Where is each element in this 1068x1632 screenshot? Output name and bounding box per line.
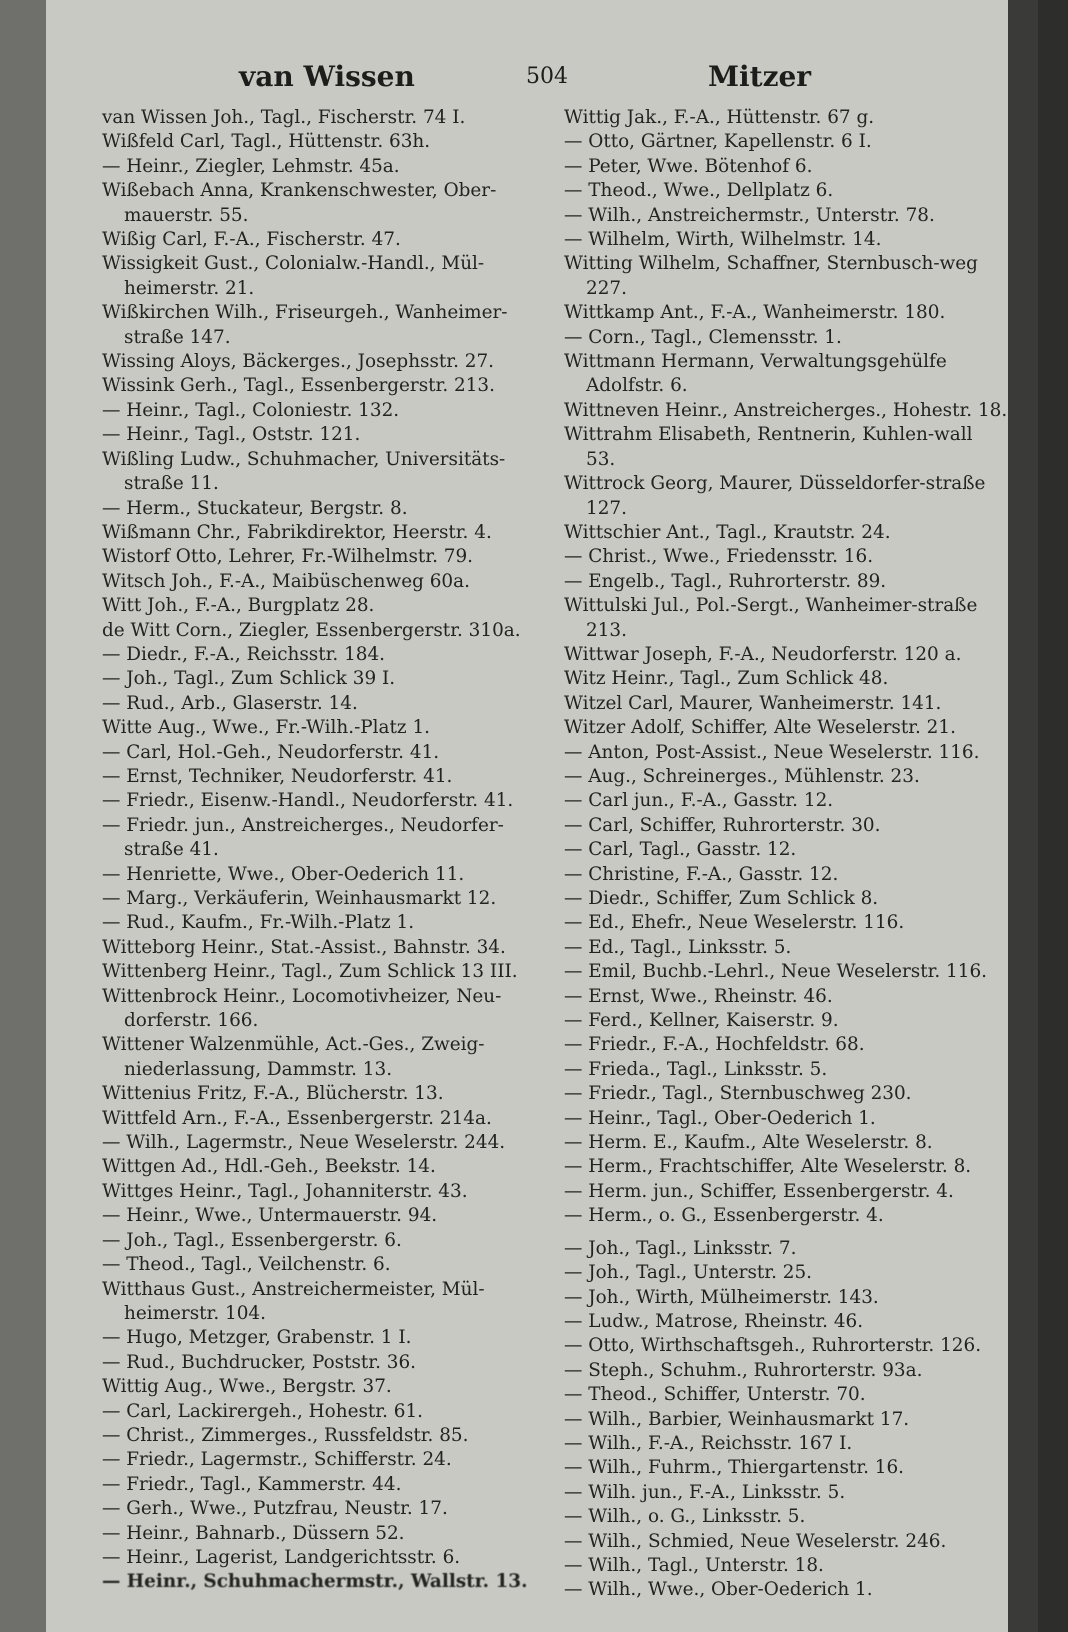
directory-entry: — Otto, Wirthschaftsgeh., Ruhrorterstr. 126. — [564, 1335, 982, 1357]
directory-page — [46, 0, 1038, 1632]
directory-entry: Wissigkeit Gust., Colonialw.-Handl., Mül-​heimerstr. 21. — [102, 253, 485, 299]
directory-entry: Wittneven Heinr., Anstreicherges., Hohestr. 18. — [564, 399, 1008, 421]
directory-entry: Wißebach Anna, Krankenschwester, Ober-​mauerstr. 55. — [102, 180, 497, 226]
directory-entry: — Marg., Verkäuferin, Weinhausmarkt 12. — [102, 888, 497, 909]
directory-entry: — Heinr., Bahnarb., Düssern 52. — [102, 1522, 405, 1544]
directory-entry: — Theod., Schiffer, Unterstr. 70. — [564, 1384, 866, 1406]
directory-entry: Witsch Joh., F.-A., Maibüschenweg 60a. — [102, 570, 470, 592]
directory-entry: — Steph., Schuhm., Ruhrorterstr. 93a. — [564, 1359, 923, 1381]
directory-entry: — Emil, Buchb.-Lehrl., Neue Weselerstr. 116. — [564, 961, 987, 983]
directory-entry: — Wilh., o. G., Linksstr. 5. — [564, 1506, 806, 1528]
directory-entry: — Wilh., Barbier, Weinhausmarkt 17. — [564, 1408, 910, 1430]
directory-entry: — Diedr., F.-A., Reichsstr. 184. — [102, 643, 386, 665]
directory-entry: — Wilh., Wwe., Ober-Oederich 1. — [564, 1579, 873, 1601]
directory-entry: — Ed., Ehefr., Neue Weselerstr. 116. — [564, 912, 905, 934]
directory-entry: — Friedr., F.-A., Hochfeldstr. 68. — [564, 1034, 865, 1056]
directory-entry: — Heinr., Lagerist, Landgerichtsstr. 6. — [102, 1546, 461, 1568]
directory-entry: — Heinr., Tagl., Coloniestr. 132. — [102, 399, 400, 421]
directory-entry: — Herm., Stuckateur, Bergstr. 8. — [102, 497, 408, 519]
directory-entry: — Peter, Wwe. Bötenhof 6. — [564, 155, 813, 177]
directory-entry: — Frieda., Tagl., Linksstr. 5. — [564, 1058, 828, 1080]
directory-entry: — Heinr., Wwe., Untermauerstr. 94. — [102, 1205, 438, 1227]
directory-entry: — Diedr., Schiffer, Zum Schlick 8. — [564, 888, 879, 909]
directory-entry: — Ferd., Kellner, Kaiserstr. 9. — [564, 1010, 839, 1032]
directory-entry: Wißfeld Carl, Tagl., Hüttenstr. 63h. — [102, 131, 431, 153]
directory-entry: — Herm. jun., Schiffer, Essenbergerstr. 4. — [564, 1180, 954, 1202]
directory-entry: — Carl, Tagl., Gasstr. 12. — [564, 839, 797, 861]
directory-entry: — Theod., Tagl., Veilchenstr. 6. — [102, 1254, 391, 1276]
directory-entry: Wittenberg Heinr., Tagl., Zum Schlick 13 III. — [102, 961, 518, 983]
directory-entry: — Friedr., Tagl., Sternbuschweg 230. — [564, 1083, 912, 1105]
directory-entry: Witteborg Heinr., Stat.-Assist., Bahnstr. 34. — [102, 936, 506, 958]
directory-entry: — Herm. E., Kaufm., Alte Weselerstr. 8. — [564, 1132, 933, 1154]
directory-entry: Wißig Carl, F.-A., Fischerstr. 47. — [102, 229, 401, 251]
directory-entry: Wittschier Ant., Tagl., Krautstr. 24. — [564, 521, 891, 543]
directory-entry: Wissink Gerh., Tagl., Essenbergerstr. 213. — [102, 375, 495, 397]
directory-entry: — Herm., o. G., Essenbergerstr. 4. — [564, 1205, 884, 1227]
directory-entry: Wissing Aloys, Bäckerges., Josephsstr. 27. — [102, 351, 495, 373]
directory-entry: Wittkamp Ant., F.-A., Wanheimerstr. 180. — [564, 302, 946, 324]
directory-entry: — Hugo, Metzger, Grabenstr. 1 I. — [102, 1327, 412, 1349]
left-column — [102, 106, 542, 1595]
directory-entry: — Wilh., Lagermstr., Neue Weselerstr. 244. — [102, 1132, 506, 1154]
directory-entry: Wißmann Chr., Fabrikdirektor, Heerstr. 4. — [102, 521, 492, 543]
directory-entry: — Henriette, Wwe., Ober-Oederich 11. — [102, 863, 465, 885]
directory-entry: Wittulski Jul., Pol.-Sergt., Wanheimer-​straße 213. — [564, 595, 978, 641]
directory-entry: — Gerh., Wwe., Putzfrau, Neustr. 17. — [102, 1498, 448, 1520]
directory-entry: Wittrahm Elisabeth, Rentnerin, Kuhlen-​wall 53. — [564, 424, 973, 470]
directory-entry: — Anton, Post-Assist., Neue Weselerstr. 116. — [564, 741, 980, 763]
directory-entry: Wittenbrock Heinr., Locomotivheizer, Neu-​dorferstr. 166. — [102, 985, 502, 1032]
directory-entry: Wittfeld Arn., F.-A., Essenbergerstr. 214a. — [102, 1107, 492, 1129]
directory-entry: Wittmann Hermann, Verwaltungsgehülfe Adolfstr. 6. — [564, 351, 947, 397]
directory-entry: — Heinr., Tagl., Oststr. 121. — [102, 424, 361, 446]
directory-entry: — Herm., Frachtschiffer, Alte Weselerstr. 8. — [564, 1156, 972, 1178]
directory-entry: — Christ., Wwe., Friedensstr. 16. — [564, 546, 874, 568]
directory-entry: — Ernst, Techniker, Neudorferstr. 41. — [102, 765, 453, 787]
directory-entry: Wißling Ludw., Schuhmacher, Universitäts-​straße 11. — [102, 448, 506, 495]
directory-entry: — Heinr., Schuhmachermstr., Wallstr. 13. — [102, 1571, 528, 1593]
directory-entry: Witzer Adolf, Schiffer, Alte Weselerstr. 21. — [564, 717, 956, 739]
directory-entry: Wittwar Joseph, F.-A., Neudorferstr. 120 a. — [564, 643, 962, 665]
directory-entry: — Wilh., Tagl., Unterstr. 18. — [564, 1554, 824, 1576]
page-header — [46, 58, 1038, 98]
directory-entry: — Ludw., Matrose, Rheinstr. 46. — [564, 1310, 864, 1332]
directory-entry: Wittenius Fritz, F.-A., Blücherstr. 13. — [102, 1083, 444, 1105]
directory-entry: — Christine, F.-A., Gasstr. 12. — [564, 863, 839, 885]
directory-entry: — Wilh. jun., F.-A., Linksstr. 5. — [564, 1481, 846, 1503]
directory-entry: — Rud., Arb., Glaserstr. 14. — [102, 692, 358, 714]
running-head-right: Mitzer — [708, 60, 812, 93]
directory-entry: — Carl, Lackirergeh., Hohestr. 61. — [102, 1400, 424, 1422]
directory-entry: — Wilh., Anstreichermstr., Unterstr. 78. — [564, 204, 935, 226]
directory-entry: Witt Joh., F.-A., Burgplatz 28. — [102, 595, 375, 617]
directory-entry: — Joh., Tagl., Zum Schlick 39 I. — [102, 668, 396, 690]
running-head-left: van Wissen — [239, 60, 415, 93]
directory-entry: de Witt Corn., Ziegler, Essenbergerstr. 310a. — [102, 619, 521, 641]
directory-entry: — Friedr., Lagermstr., Schifferstr. 24. — [102, 1449, 452, 1471]
right-column — [564, 106, 1008, 1603]
directory-entry: — Theod., Wwe., Dellplatz 6. — [564, 180, 834, 202]
directory-entry: — Corn., Tagl., Clemensstr. 1. — [564, 326, 842, 348]
directory-entry: van Wissen Joh., Tagl., Fischerstr. 74 I. — [102, 107, 466, 128]
directory-entry: — Heinr., Ziegler, Lehmstr. 45a. — [102, 155, 400, 177]
directory-entry: Wittrock Georg, Maurer, Düsseldorfer-​straße 127. — [564, 473, 986, 519]
directory-entry: — Rud., Kaufm., Fr.-Wilh.-Platz 1. — [102, 912, 415, 934]
scan-right-edge — [1008, 0, 1038, 1632]
directory-entry: — Joh., Tagl., Linksstr. 7. — [564, 1237, 797, 1259]
directory-entry: — Wilh., Fuhrm., Thiergartenstr. 16. — [564, 1457, 905, 1479]
directory-entry: — Aug., Schreinerges., Mühlenstr. 23. — [564, 765, 920, 787]
directory-entry: Wißkirchen Wilh., Friseurgeh., Wanheimer-​straße 147. — [102, 302, 508, 348]
directory-entry: — Ed., Tagl., Linksstr. 5. — [564, 936, 792, 958]
directory-entry: Wittgen Ad., Hdl.-Geh., Beekstr. 14. — [102, 1156, 436, 1178]
directory-entry: — Engelb., Tagl., Ruhrorterstr. 89. — [564, 570, 887, 592]
page-number: 504 — [526, 64, 568, 89]
directory-entry: Witthaus Gust., Anstreichermeister, Mül-​heimerstr. 104. — [102, 1278, 485, 1324]
directory-entry: Wittener Walzenmühle, Act.-Ges., Zweig-​niederlassung, Dammstr. 13. — [102, 1034, 485, 1080]
directory-entry: — Heinr., Tagl., Ober-Oederich 1. — [564, 1107, 876, 1129]
directory-entry: — Christ., Zimmerges., Russfeldstr. 85. — [102, 1424, 469, 1446]
directory-entry: — Carl, Hol.-Geh., Neudorferstr. 41. — [102, 741, 440, 763]
directory-entry: — Wilhelm, Wirth, Wilhelmstr. 14. — [564, 229, 882, 251]
directory-entry: — Otto, Gärtner, Kapellenstr. 6 I. — [564, 131, 872, 153]
directory-entry: Witting Wilhelm, Schaffner, Sternbusch-​weg 227. — [564, 253, 978, 299]
directory-entry: — Friedr., Tagl., Kammerstr. 44. — [102, 1473, 402, 1495]
directory-entry: — Rud., Buchdrucker, Poststr. 36. — [102, 1351, 417, 1373]
directory-entry: — Friedr. jun., Anstreicherges., Neudorfer-​straße 41. — [102, 814, 504, 861]
directory-entry: — Joh., Tagl., Essenbergerstr. 6. — [102, 1229, 402, 1251]
scan-left-edge — [0, 0, 46, 1632]
directory-entry: Wittges Heinr., Tagl., Johanniterstr. 43. — [102, 1180, 468, 1202]
directory-entry: — Joh., Wirth, Mülheimerstr. 143. — [564, 1286, 879, 1308]
directory-entry: — Joh., Tagl., Unterstr. 25. — [564, 1262, 813, 1284]
directory-entry: — Carl, Schiffer, Ruhrorterstr. 30. — [564, 814, 881, 836]
directory-entry: Witte Aug., Wwe., Fr.-Wilh.-Platz 1. — [102, 717, 430, 739]
directory-entry: — Wilh., Schmied, Neue Weselerstr. 246. — [564, 1530, 947, 1552]
directory-entry: — Ernst, Wwe., Rheinstr. 46. — [564, 985, 833, 1007]
directory-entry: — Carl jun., F.-A., Gasstr. 12. — [564, 790, 834, 812]
directory-entry: Witz Heinr., Tagl., Zum Schlick 48. — [564, 668, 889, 690]
directory-entry: Wittig Aug., Wwe., Bergstr. 37. — [102, 1376, 392, 1398]
directory-entry: Wistorf Otto, Lehrer, Fr.-Wilhelmstr. 79. — [102, 546, 474, 568]
directory-entry: — Wilh., F.-A., Reichsstr. 167 I. — [564, 1432, 853, 1454]
directory-entry: Wittig Jak., F.-A., Hüttenstr. 67 g. — [564, 107, 875, 128]
directory-entry: — Friedr., Eisenw.-Handl., Neudorferstr. 41. — [102, 790, 514, 812]
directory-entry: Witzel Carl, Maurer, Wanheimerstr. 141. — [564, 692, 942, 714]
